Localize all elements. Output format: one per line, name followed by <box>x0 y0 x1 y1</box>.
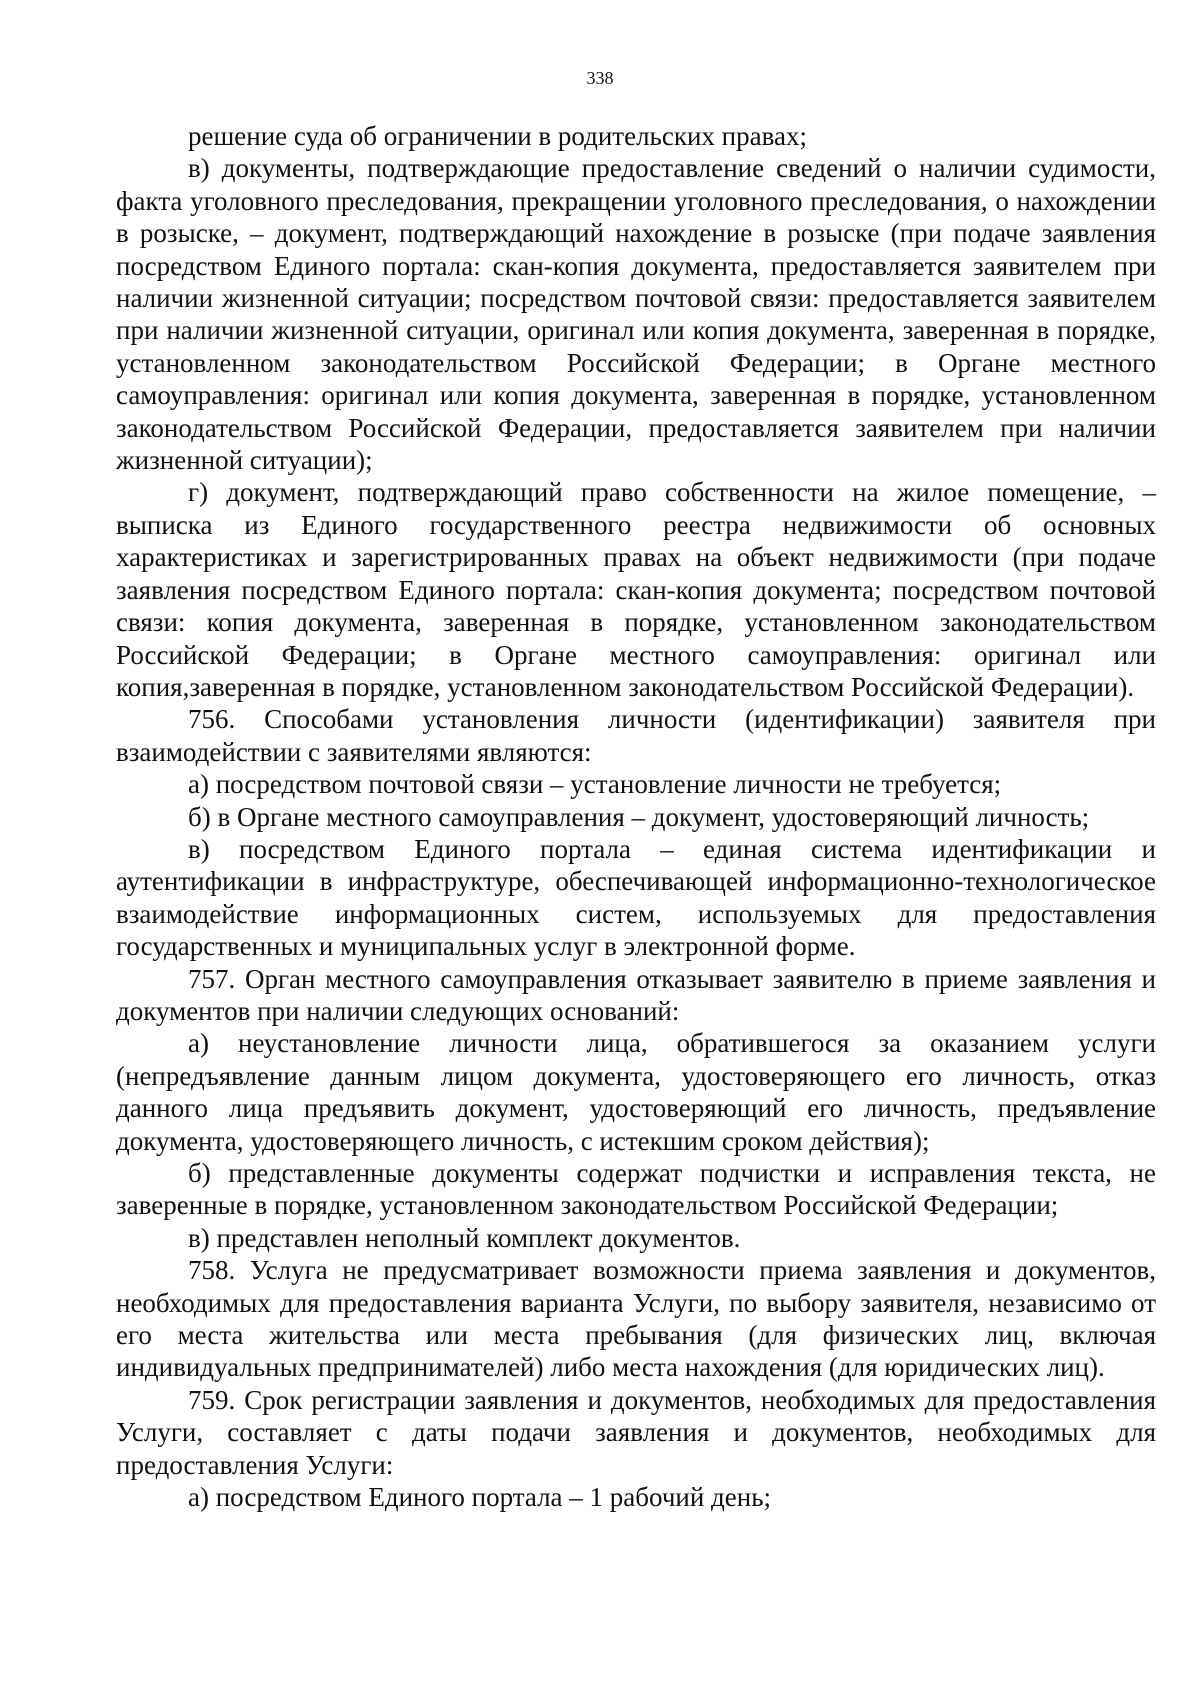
paragraph-756-v: в) посредством Единого портала – единая система идентификации и аутентификации в инфраструктуре, обеспечивающей информационно-технологическое взаимодействие информационных систем, используемых для предоставления государственных и муниципальных услуг в электронной форме. <box>116 833 1156 962</box>
paragraph-757-a: а) неустановление личности лица, обратившегося за оказанием услуги (непредъявление данным лицом документа, удостоверяющего его личность, отказ данного лица предъявить документ, удостоверяющий его личность, предъявление документа, удостоверяющего личность, с истекшим сроком действия); <box>116 1028 1156 1156</box>
paragraph-756-b: б) в Органе местного самоуправления – документ, удостоверяющий личность; <box>188 801 1090 832</box>
page-number: 338 <box>586 68 614 88</box>
paragraph-759-a: а) посредством Единого портала – 1 рабочий день; <box>188 1482 772 1513</box>
paragraph-757-b: б) представленные документы содержат подчистки и исправления текста, не заверенные в порядке, установленном законодательством Российской Федерации; <box>116 1158 1156 1221</box>
paragraph-item-v-criminal-record: в) документы, подтверждающие предоставление сведений о наличии судимости, факта уголовного преследования, прекращении уголовного преследования, о нахождении в розыске, – документ, подтверждающий нахождение в розыске (при подаче заявления посредством Единого портала: скан-копия документа, предоставляется заявителем при наличии жизненной ситуации; посредством почтовой связи: предоставляется заявителем при наличии жизненной ситуации, оригинал или копия документа, заверенная в порядке, установленном законодательством Российской Федерации; в Органе местного самоуправления: оригинал или копия документа, заверенная в порядке, установленном законодательством Российской Федерации, предоставляется заявителем при наличии жизненной ситуации); <box>116 153 1156 476</box>
paragraph-757-v: в) представлен неполный комплект документов. <box>188 1222 741 1253</box>
paragraph-court-decision: решение суда об ограничении в родительских правах; <box>188 121 807 151</box>
paragraph-756: 756. Способами установления личности (идентификации) заявителя при взаимодействии с заявителями являются: <box>116 704 1156 767</box>
paragraph-item-g-ownership: г) документ, подтверждающий право собственности на жилое помещение, – выписка из Единого государственного реестра недвижимости об основных характеристиках и зарегистрированных правах на объект недвижимости (при подаче заявления посредством Единого портала: скан-копия документа; посредством почтовой связи: копия документа, заверенная в порядке, установленном законодательством Российской Федерации; в Органе местного самоуправления: оригинал или копия,заверенная в порядке, установленном законодательством Российской Федерации). <box>116 477 1156 702</box>
paragraph-758: 758. Услуга не предусматривает возможности приема заявления и документов, необходимых для предоставления варианта Услуги, по выбору заявителя, независимо от его места жительства или места пребывания (для физических лиц, включая индивидуальных предпринимателей) либо места нахождения (для юридических лиц). <box>116 1255 1156 1383</box>
document-body <box>116 120 1156 1513</box>
paragraph-757: 757. Орган местного самоуправления отказывает заявителю в приеме заявления и документов при наличии следующих оснований: <box>116 963 1156 1026</box>
paragraph-756-a: а) посредством почтовой связи – установление личности не требуется; <box>188 769 1002 800</box>
paragraph-759: 759. Срок регистрации заявления и документов, необходимых для предоставления Услуги, составляет с даты подачи заявления и документов, необходимых для предоставления Услуги: <box>116 1384 1156 1480</box>
